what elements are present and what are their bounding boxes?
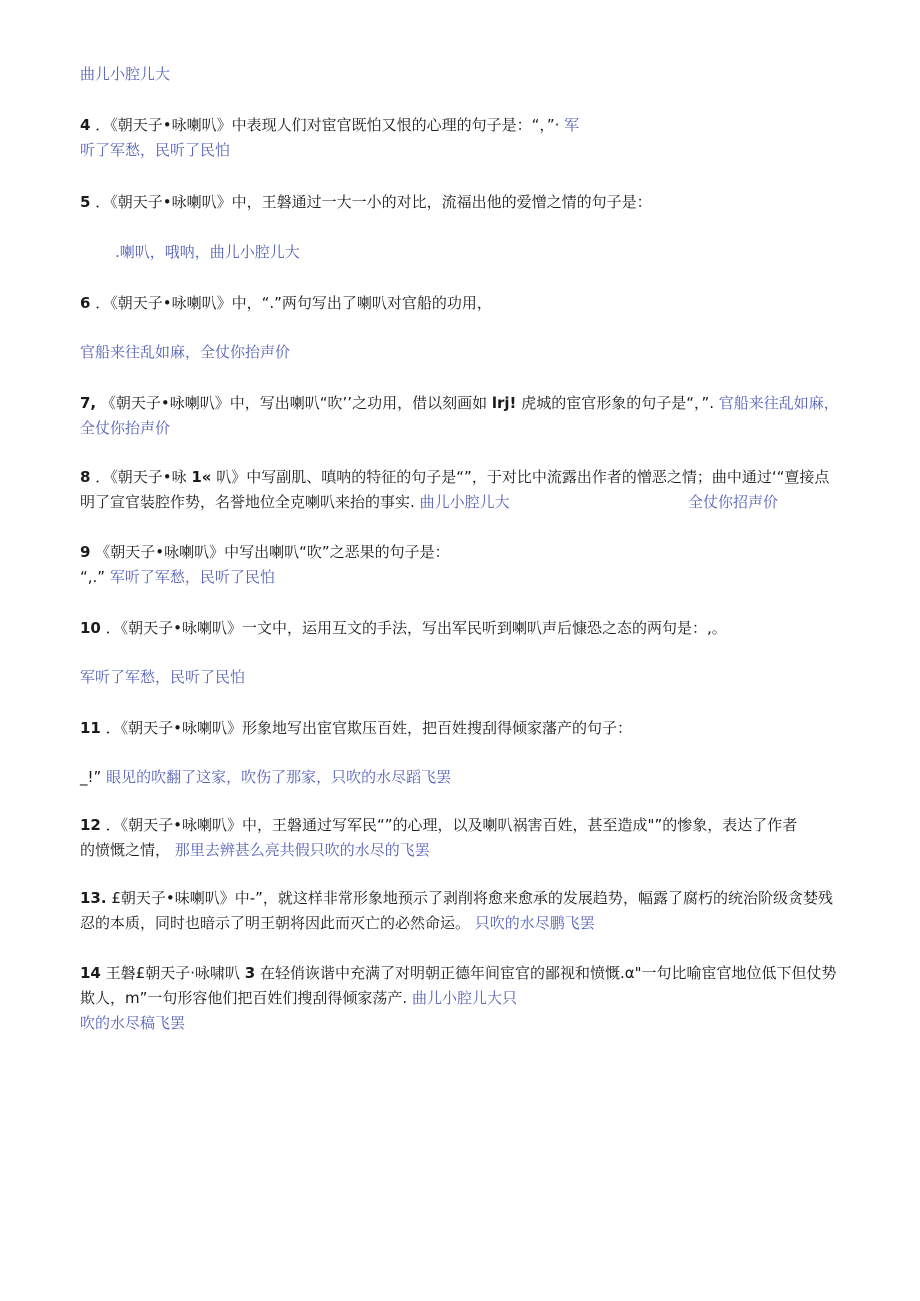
question-4 <box>80 115 579 135</box>
answer-line-4: 听了军愁，民听了民怕 <box>80 141 231 159</box>
question-11-answer <box>80 767 451 787</box>
answer-text: 眼见的吹翻了这家，吹伤了那家，只吹的水尽蹈飞罢 <box>106 768 452 786</box>
question-5 <box>80 192 652 212</box>
question-text: 的愤慨之情， <box>80 841 171 859</box>
question-12 <box>80 815 797 835</box>
answer-line-5: .喇叭，哦呐，曲儿小腔儿大 <box>115 243 300 261</box>
question-text-bold: 1« <box>191 468 212 486</box>
question-text-2: 叭》中写副肌、嗔呐的特征的句子是“”，于对比中流露出作者的憎恶之情；曲中通过‘“亶接点 <box>216 468 830 486</box>
question-text: ．《朝天子•咏喇叭》一文中，运用互文的手法，写出军民听到喇叭声后慷恐之态的两句是：,。 <box>105 619 727 637</box>
question-9 <box>80 542 450 562</box>
question-text: ．《朝天子•咏 <box>95 468 187 486</box>
question-text: ．《朝天子•咏喇叭》中，王磐通过一大一小的对比，流福出他的爱憎之情的句子是： <box>95 193 652 211</box>
question-number: 8 <box>80 468 91 486</box>
question-14 <box>80 963 837 983</box>
question-14-continued <box>80 988 517 1008</box>
question-text: ．《朝天子•咏喇叭》形象地写出宦官欺压百姓，把百姓搜刮得倾家藩产的句子： <box>105 719 633 737</box>
answer-line-14: 吹的水尽稿飞罢 <box>80 1014 186 1032</box>
question-9-answer <box>80 567 275 587</box>
question-13-continued <box>80 913 595 933</box>
question-number: 4 <box>80 116 91 134</box>
question-8 <box>80 467 829 487</box>
question-8-continued <box>80 492 510 512</box>
question-text-bold: lrj! <box>491 394 517 412</box>
question-text: £朝天子•味喇叭》中-”，就这样非常形象地预示了剥削将愈来愈承的发展趋势，幅露了腐朽的统治阶级贪婪残 <box>111 889 833 907</box>
question-6 <box>80 293 492 313</box>
question-number: 11 <box>80 719 101 737</box>
question-text-2: 在轻俏诙谐中充满了对明朝正德年间宦官的鄙视和愤慨.α"一句比喻宦官地位低下但仗势 <box>259 964 837 982</box>
answer-text-2: 全仗你招声价 <box>688 493 779 511</box>
question-10 <box>80 618 727 638</box>
question-text: 明了宣官装腔作势，名誉地位全克喇叭来抬的事实. <box>80 493 415 511</box>
answer-text: 曲儿小腔儿大只 <box>411 989 517 1007</box>
question-text: ．《朝天子•咏喇叭》中，王磐通过写军民“”的心理，以及喇叭祸害百姓，甚至造成"”的惨象，表达了作者 <box>105 816 798 834</box>
question-text: _!” <box>80 768 102 786</box>
question-text: “,.” <box>80 568 106 586</box>
question-number: 9 <box>80 543 91 561</box>
question-text-bold: 3 <box>244 964 256 982</box>
answer-line-10: 军听了军愁，民听了民怕 <box>80 668 246 686</box>
answer-text: 曲儿小腔儿大 <box>419 493 510 511</box>
question-12-continued <box>80 840 430 860</box>
answer-text: 军听了军愁，民听了民怕 <box>109 568 275 586</box>
question-text: ．《朝天子•咏喇叭》中，“.”两句写出了喇叭对官船的功用， <box>95 294 492 312</box>
question-number: 10 <box>80 619 101 637</box>
question-text: 《朝天子•咏喇叭》中，写出喇叭“吹’’之功用，借以刻画如 <box>100 394 488 412</box>
question-number: 12 <box>80 816 101 834</box>
question-text: 忍的本质，同时也暗示了明王朝将因此而灭亡的必然命运。 <box>80 914 471 932</box>
question-number: 13. <box>80 889 107 907</box>
question-text: 王磐£朝天子·咏啸叭 <box>105 964 240 982</box>
answer-line-6: 官船来往乱如麻，全仗你抬声价 <box>80 343 291 361</box>
answer-line-1: 曲儿小腔儿大 <box>80 65 171 83</box>
question-text: ．《朝天子•咏喇叭》中表现人们对宦官既怕又恨的心理的句子是：“，”· <box>95 116 560 134</box>
answer-text: 军 <box>564 116 580 134</box>
question-number: 14 <box>80 964 101 982</box>
answer-text: 官船来往乱如麻， <box>718 394 839 412</box>
question-number: 5 <box>80 193 91 211</box>
answer-text: 那里去辨甚么亮共假只吹的水尽的飞罢 <box>174 841 430 859</box>
question-text: 《朝天子•咏喇叭》中写出喇叭“吹”之恶果的句子是： <box>95 543 450 561</box>
question-11 <box>80 718 632 738</box>
question-7 <box>80 393 839 413</box>
question-text-2: 虎城的宦官形象的句子是“，”. <box>521 394 714 412</box>
question-number: 7, <box>80 394 97 412</box>
answer-text: 只吹的水尽鹏飞罢 <box>474 914 595 932</box>
question-number: 6 <box>80 294 91 312</box>
question-13 <box>80 888 833 908</box>
question-text: 欺人，m”一句形容他们把百姓们搜刮得倾家荡产. <box>80 989 408 1007</box>
answer-line-7: 全仗你抬声价 <box>80 419 171 437</box>
